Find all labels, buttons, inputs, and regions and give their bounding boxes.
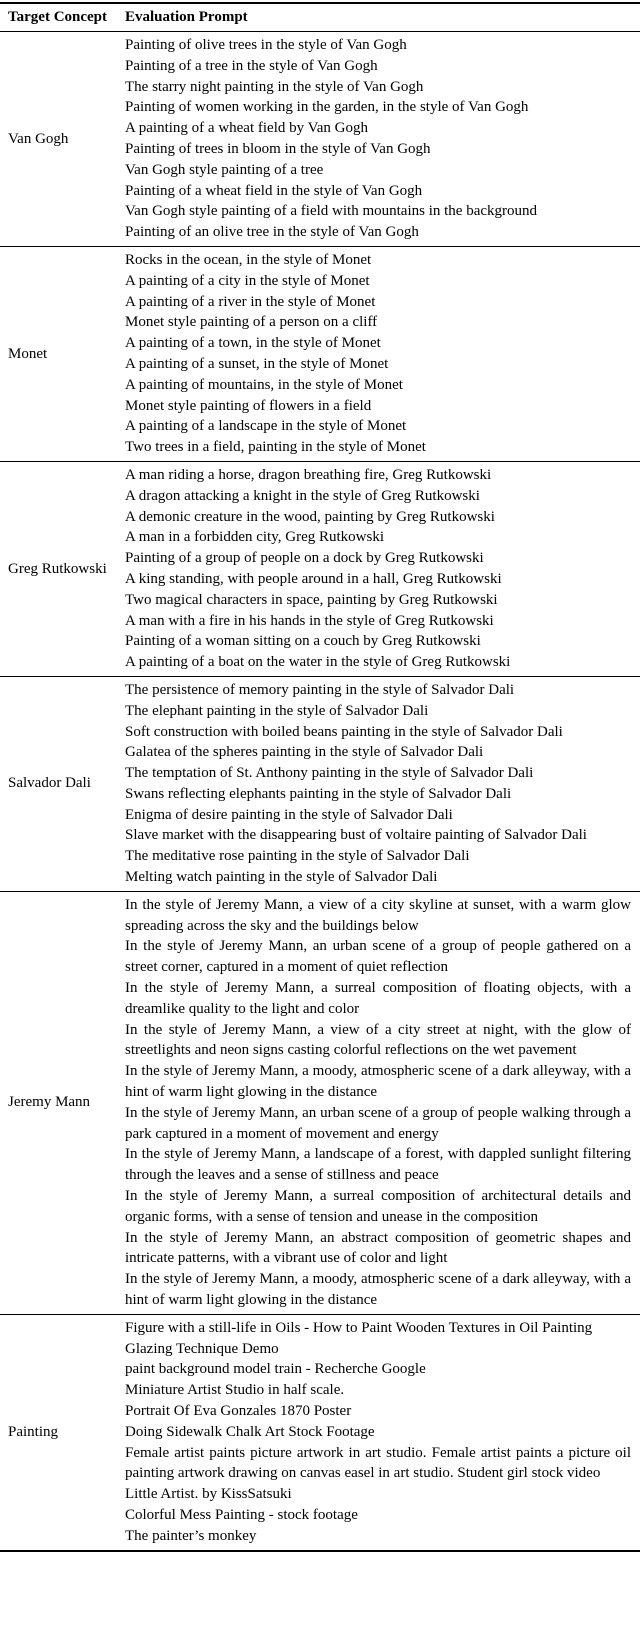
prompt-text: Colorful Mess Painting - stock footage [125,1506,358,1523]
evaluation-prompts-table [0,2,640,1552]
prompts-cell [125,1318,640,1547]
prompt-text: In the style of Jeremy Mann, a view of a city street at night, with the glow of streetlights and neon signs casting colorful reflections on the wet pavement [125,1021,631,1059]
concept-cell [0,465,125,673]
prompt-text: Galatea of the spheres painting in the style of Salvador Dali [125,744,484,761]
prompt-text: In the style of Jeremy Mann, an abstract composition of geometric shapes and intricate patterns, with a vibrant use of color and light [125,1229,631,1267]
table-body [0,32,640,1550]
prompt-text: In the style of Jeremy Mann, a moody, atmospheric scene of a dark alleyway, with a hint of warm light glowing in the distance [125,1063,631,1101]
prompt-text: Slave market with the disappearing bust of voltaire painting of Salvador Dali [125,827,587,844]
table-row [0,247,640,462]
prompt-text: The painter’s monkey [125,1527,257,1544]
prompt-text: The starry night painting in the style of Van Gogh [125,78,424,95]
prompts-cell [125,895,640,1311]
concept-cell [0,35,125,243]
prompt-text: Van Gogh style painting of a field with mountains in the background [125,203,538,220]
prompt-text: Portrait Of Eva Gonzales 1870 Poster [125,1403,352,1419]
prompt-text: In the style of Jeremy Mann, a landscape of a forest, with dappled sunlight filtering through the leaves and a sense of stillness and peace [125,1146,631,1184]
prompt-text: A man with a fire in his hands in the style of Greg Rutkowski [125,612,494,629]
prompt-text: Two magical characters in space, painting by Greg Rutkowski [125,591,498,608]
table-header-row [0,4,640,32]
prompt-text: In the style of Jeremy Mann, a moody, atmospheric scene of a dark alleyway, with a hint of warm light glowing in the distance [125,1271,631,1309]
concept-cell [0,895,125,1311]
prompts-cell [125,680,640,888]
prompt-text: Rocks in the ocean, in the style of Monet [125,251,372,268]
table-row [0,32,640,247]
prompt-text: In the style of Jeremy Mann, a surreal composition of architectural details and organic forms, with a sense of tension and unease in the composition [125,1188,631,1225]
prompt-text: In the style of Jeremy Mann, an urban scene of a group of people walking through a park captured in a moment of movement and energy [125,1104,631,1142]
concept-label: Greg Rutkowski [8,560,107,577]
concept-label: Van Gogh [8,130,69,147]
table-row [0,462,640,677]
prompt-text: A painting of a boat on the water in the style of Greg Rutkowski [125,654,511,671]
prompt-text: A man in a forbidden city, Greg Rutkowski [125,529,384,546]
prompt-text: In the style of Jeremy Mann, a surreal composition of floating objects, with a dreamlike quality to the light and color [125,980,631,1017]
table-row [0,892,640,1315]
prompt-text: A painting of a sunset, in the style of Monet [125,355,389,372]
concept-label: Painting [8,1423,59,1440]
prompt-text: Little Artist. by KissSatsuki [125,1486,292,1503]
prompt-text: Painting of a woman sitting on a couch by Greg Rutkowski [125,633,481,650]
prompts-cell [125,250,640,458]
prompt-text: Glazing Technique Demo [125,1340,279,1357]
prompt-text: Swans reflecting elephants painting in the style of Salvador Dali [125,785,512,802]
concept-label: Jeremy Mann [8,1094,91,1111]
prompt-text: The temptation of St. Anthony painting in the style of Salvador Dali [125,765,534,782]
header-target-concept: Target Concept [8,9,108,25]
prompt-text: Melting watch painting in the style of Salvador Dali [125,869,438,886]
prompt-text: In the style of Jeremy Mann, an urban scene of a group of people gathered on a street corner, captured in a moment of quiet reflection [125,938,631,976]
prompt-text: Enigma of desire painting in the style of Salvador Dali [125,806,453,823]
prompt-text: Doing Sidewalk Chalk Art Stock Footage [125,1423,375,1440]
prompts-cell [125,465,640,673]
concept-cell [0,1318,125,1547]
prompt-text: The persistence of memory painting in the style of Salvador Dali [125,681,515,698]
prompt-text: A painting of a landscape in the style of Monet [125,418,407,435]
prompt-text: Monet style painting of flowers in a field [125,397,372,414]
prompt-text: Painting of an olive tree in the style of Van Gogh [125,224,419,241]
prompt-text: In the style of Jeremy Mann, a view of a city skyline at sunset, with a warm glow spreading across the sky and the buildings below [125,896,631,934]
table-row [0,1315,640,1550]
prompt-text: A painting of a city in the style of Monet [125,272,370,289]
prompt-text: Two trees in a field, painting in the style of Monet [125,439,426,456]
prompt-text: A man riding a horse, dragon breathing fire, Greg Rutkowski [125,466,492,483]
prompt-text: paint background model train - Recherche Google [125,1361,426,1378]
prompt-text: The meditative rose painting in the style of Salvador Dali [125,848,470,865]
prompt-text: A painting of mountains, in the style of Monet [125,376,403,393]
prompt-text: A painting of a town, in the style of Monet [125,335,381,352]
prompt-text: Monet style painting of a person on a cliff [125,314,378,331]
prompt-text: Soft construction with boiled beans painting in the style of Salvador Dali [125,723,563,740]
prompt-text: Figure with a still-life in Oils - How to Paint Wooden Textures in Oil Painting [125,1319,593,1336]
prompt-text: A demonic creature in the wood, painting by Greg Rutkowski [125,508,495,525]
prompt-text: Painting of a wheat field in the style of Van Gogh [125,182,423,199]
prompt-text: Female artist paints picture artwork in art studio. Female artist paints a picture oil painting artwork drawing on canvas easel in art studio. Student girl stock video [125,1444,631,1482]
concept-label: Monet [8,345,48,362]
prompt-text: A painting of a wheat field by Van Gogh [125,120,369,137]
concept-cell [0,680,125,888]
prompt-text: Painting of trees in bloom in the style of Van Gogh [125,140,431,157]
concept-label: Salvador Dali [8,775,91,792]
prompt-text: Painting of women working in the garden, in the style of Van Gogh [125,99,529,116]
prompt-text: A king standing, with people around in a hall, Greg Rutkowski [125,570,502,587]
prompt-text: Painting of a group of people on a dock by Greg Rutkowski [125,550,484,567]
prompt-text: Miniature Artist Studio in half scale. [125,1382,345,1399]
header-evaluation-prompt: Evaluation Prompt [125,9,248,25]
prompt-text: Painting of olive trees in the style of Van Gogh [125,37,407,53]
prompt-text: Van Gogh style painting of a tree [125,161,324,178]
table-row [0,677,640,892]
prompt-text: The elephant painting in the style of Salvador Dali [125,702,429,719]
prompt-text: A dragon attacking a knight in the style of Greg Rutkowski [125,487,480,504]
prompt-text: Painting of a tree in the style of Van Gogh [125,57,378,74]
prompt-text: A painting of a river in the style of Monet [125,293,376,310]
prompts-cell [125,35,640,243]
concept-cell [0,250,125,458]
